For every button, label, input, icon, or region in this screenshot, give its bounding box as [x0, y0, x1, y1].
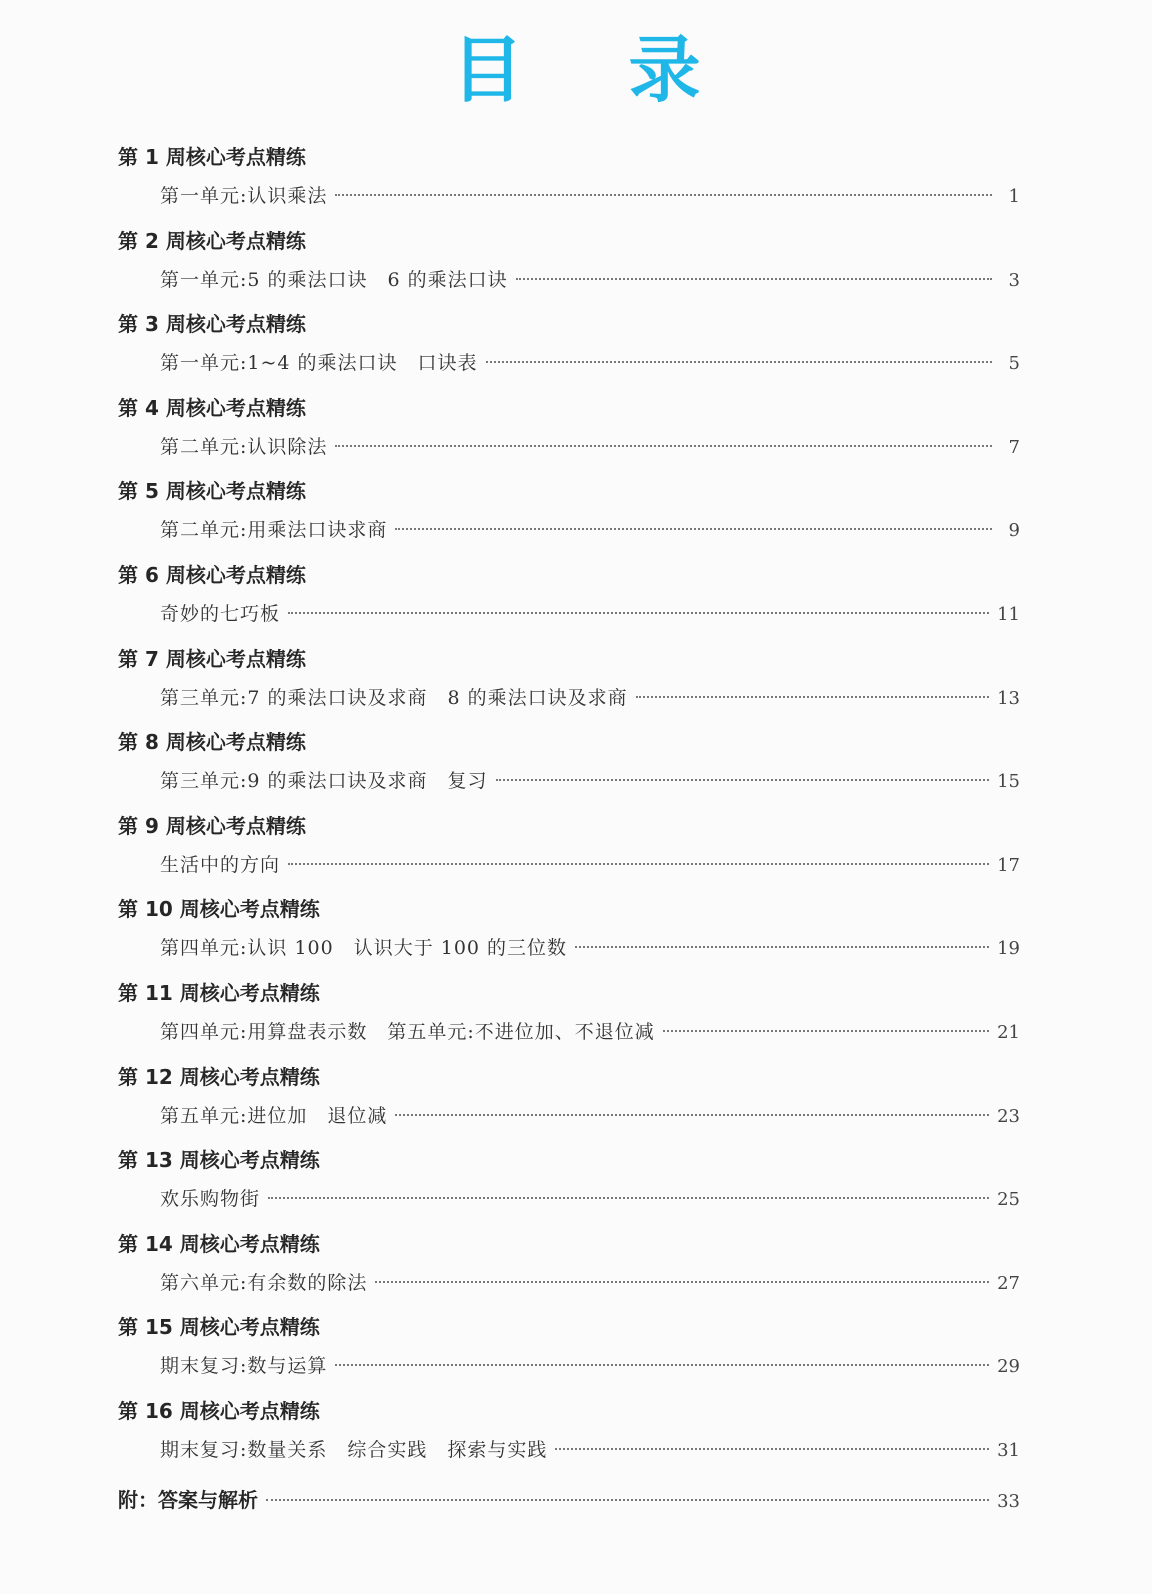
entry-page-number: 15	[997, 771, 1020, 793]
dot-leader	[288, 612, 989, 614]
toc-week-section	[0, 1227, 1152, 1311]
toc-entry[interactable]	[160, 682, 1020, 714]
entry-page-number: 5	[1008, 353, 1020, 375]
entry-page-number: 9	[1008, 520, 1020, 542]
entry-title: 第一单元:1~4 的乘法口诀 口诀表	[160, 352, 478, 375]
dot-leader	[335, 194, 992, 196]
dot-leader	[555, 1448, 989, 1450]
entry-page-number: 25	[997, 1189, 1020, 1211]
week-heading: 第 6 周核心考点精练	[118, 562, 306, 587]
entry-title: 第四单元:认识 100 认识大于 100 的三位数	[160, 937, 568, 960]
dot-leader	[496, 779, 990, 781]
toc-entry[interactable]	[160, 932, 1020, 964]
toc-week-section	[0, 1143, 1152, 1227]
toc-week-section	[0, 725, 1152, 809]
dot-leader	[375, 1281, 989, 1283]
toc-week-section	[0, 642, 1152, 726]
entry-page-number: 3	[1008, 269, 1020, 291]
table-of-contents	[0, 140, 1152, 1478]
entry-title: 第三单元:7 的乘法口诀及求商 8 的乘法口诀及求商	[160, 686, 628, 709]
dot-leader	[335, 1364, 989, 1366]
dot-leader	[486, 361, 992, 363]
week-heading: 第 3 周核心考点精练	[118, 312, 306, 337]
toc-entry[interactable]	[160, 514, 1020, 546]
entry-title: 期末复习:数与运算	[160, 1355, 328, 1378]
toc-week-section	[0, 1310, 1152, 1394]
week-heading: 第 1 周核心考点精练	[118, 145, 306, 169]
toc-entry[interactable]	[160, 1100, 1020, 1132]
appendix-label: 附：答案与解析	[118, 1488, 258, 1512]
dot-leader	[268, 1197, 989, 1199]
entry-title: 第二单元:认识除法	[160, 435, 328, 458]
week-heading: 第 9 周核心考点精练	[118, 813, 306, 838]
dot-leader	[266, 1499, 989, 1501]
dot-leader	[575, 946, 989, 948]
week-heading: 第 10 周核心考点精练	[118, 897, 320, 922]
toc-week-section	[0, 140, 1152, 224]
toc-entry[interactable]	[160, 431, 1020, 463]
toc-week-section	[0, 224, 1152, 308]
entry-title: 第一单元:认识乘法	[160, 185, 328, 207]
toc-week-section	[0, 307, 1152, 391]
entry-title: 第三单元:9 的乘法口诀及求商 复习	[160, 770, 488, 793]
week-heading: 第 11 周核心考点精练	[118, 980, 320, 1005]
toc-entry[interactable]	[160, 598, 1020, 630]
entry-title: 第一单元:5 的乘法口诀 6 的乘法口诀	[160, 268, 508, 291]
page-title: 目 录	[451, 28, 741, 112]
week-heading: 第 8 周核心考点精练	[118, 730, 306, 755]
entry-title: 奇妙的七巧板	[160, 602, 281, 625]
dot-leader	[516, 278, 992, 280]
entry-page-number: 29	[997, 1356, 1020, 1378]
week-heading: 第 16 周核心考点精练	[118, 1398, 320, 1423]
week-heading: 第 4 周核心考点精练	[118, 395, 306, 420]
toc-week-section	[0, 1060, 1152, 1144]
dot-leader	[288, 863, 989, 865]
week-heading: 第 7 周核心考点精练	[118, 646, 306, 671]
entry-title: 第五单元:进位加 退位减	[160, 1104, 388, 1127]
entry-title: 第四单元:用算盘表示数 第五单元:不进位加、不退位减	[160, 1020, 655, 1043]
week-heading: 第 13 周核心考点精练	[118, 1148, 320, 1173]
toc-entry[interactable]	[160, 264, 1020, 296]
entry-page-number: 23	[997, 1105, 1020, 1127]
toc-week-section	[0, 809, 1152, 893]
week-heading: 第 2 周核心考点精练	[118, 228, 306, 253]
toc-entry[interactable]	[160, 1350, 1020, 1382]
entry-title: 欢乐购物街	[160, 1188, 261, 1211]
entry-page-number: 17	[997, 854, 1020, 876]
entry-page-number: 13	[997, 687, 1020, 709]
toc-entry[interactable]	[160, 180, 1020, 212]
toc-week-section	[0, 1394, 1152, 1478]
dot-leader	[663, 1030, 989, 1032]
entry-page-number: 21	[997, 1021, 1020, 1043]
entry-title: 第二单元:用乘法口诀求商	[160, 519, 388, 542]
toc-entry[interactable]	[160, 765, 1020, 797]
toc-week-section	[0, 976, 1152, 1060]
dot-leader	[395, 528, 992, 530]
toc-entry[interactable]	[160, 1183, 1020, 1215]
toc-entry[interactable]	[160, 1267, 1020, 1299]
toc-week-section	[0, 892, 1152, 976]
entry-page-number: 7	[1008, 436, 1020, 458]
entry-title: 第六单元:有余数的除法	[160, 1271, 368, 1294]
toc-entry[interactable]	[160, 1434, 1020, 1466]
toc-entry[interactable]	[160, 1016, 1020, 1048]
week-heading: 第 15 周核心考点精练	[118, 1315, 320, 1340]
entry-page-number: 19	[997, 938, 1020, 960]
entry-page-number: 1	[1008, 186, 1020, 207]
entry-page-number: 11	[997, 603, 1020, 625]
week-heading: 第 12 周核心考点精练	[118, 1064, 320, 1089]
entry-page-number: 31	[997, 1439, 1020, 1461]
toc-week-section	[0, 558, 1152, 642]
toc-entry[interactable]	[160, 849, 1020, 881]
toc-week-section	[0, 391, 1152, 475]
dot-leader	[395, 1114, 989, 1116]
week-heading: 第 14 周核心考点精练	[118, 1231, 320, 1256]
entry-title: 生活中的方向	[160, 853, 281, 876]
toc-week-section	[0, 474, 1152, 558]
entry-page-number: 27	[997, 1272, 1020, 1294]
appendix-page-number: 33	[997, 1491, 1020, 1512]
entry-title: 期末复习:数量关系 综合实践 探索与实践	[160, 1438, 548, 1461]
week-heading: 第 5 周核心考点精练	[118, 479, 306, 504]
toc-entry[interactable]	[160, 347, 1020, 379]
dot-leader	[335, 445, 992, 447]
dot-leader	[636, 696, 989, 698]
toc-appendix-entry[interactable]	[118, 1484, 1020, 1516]
